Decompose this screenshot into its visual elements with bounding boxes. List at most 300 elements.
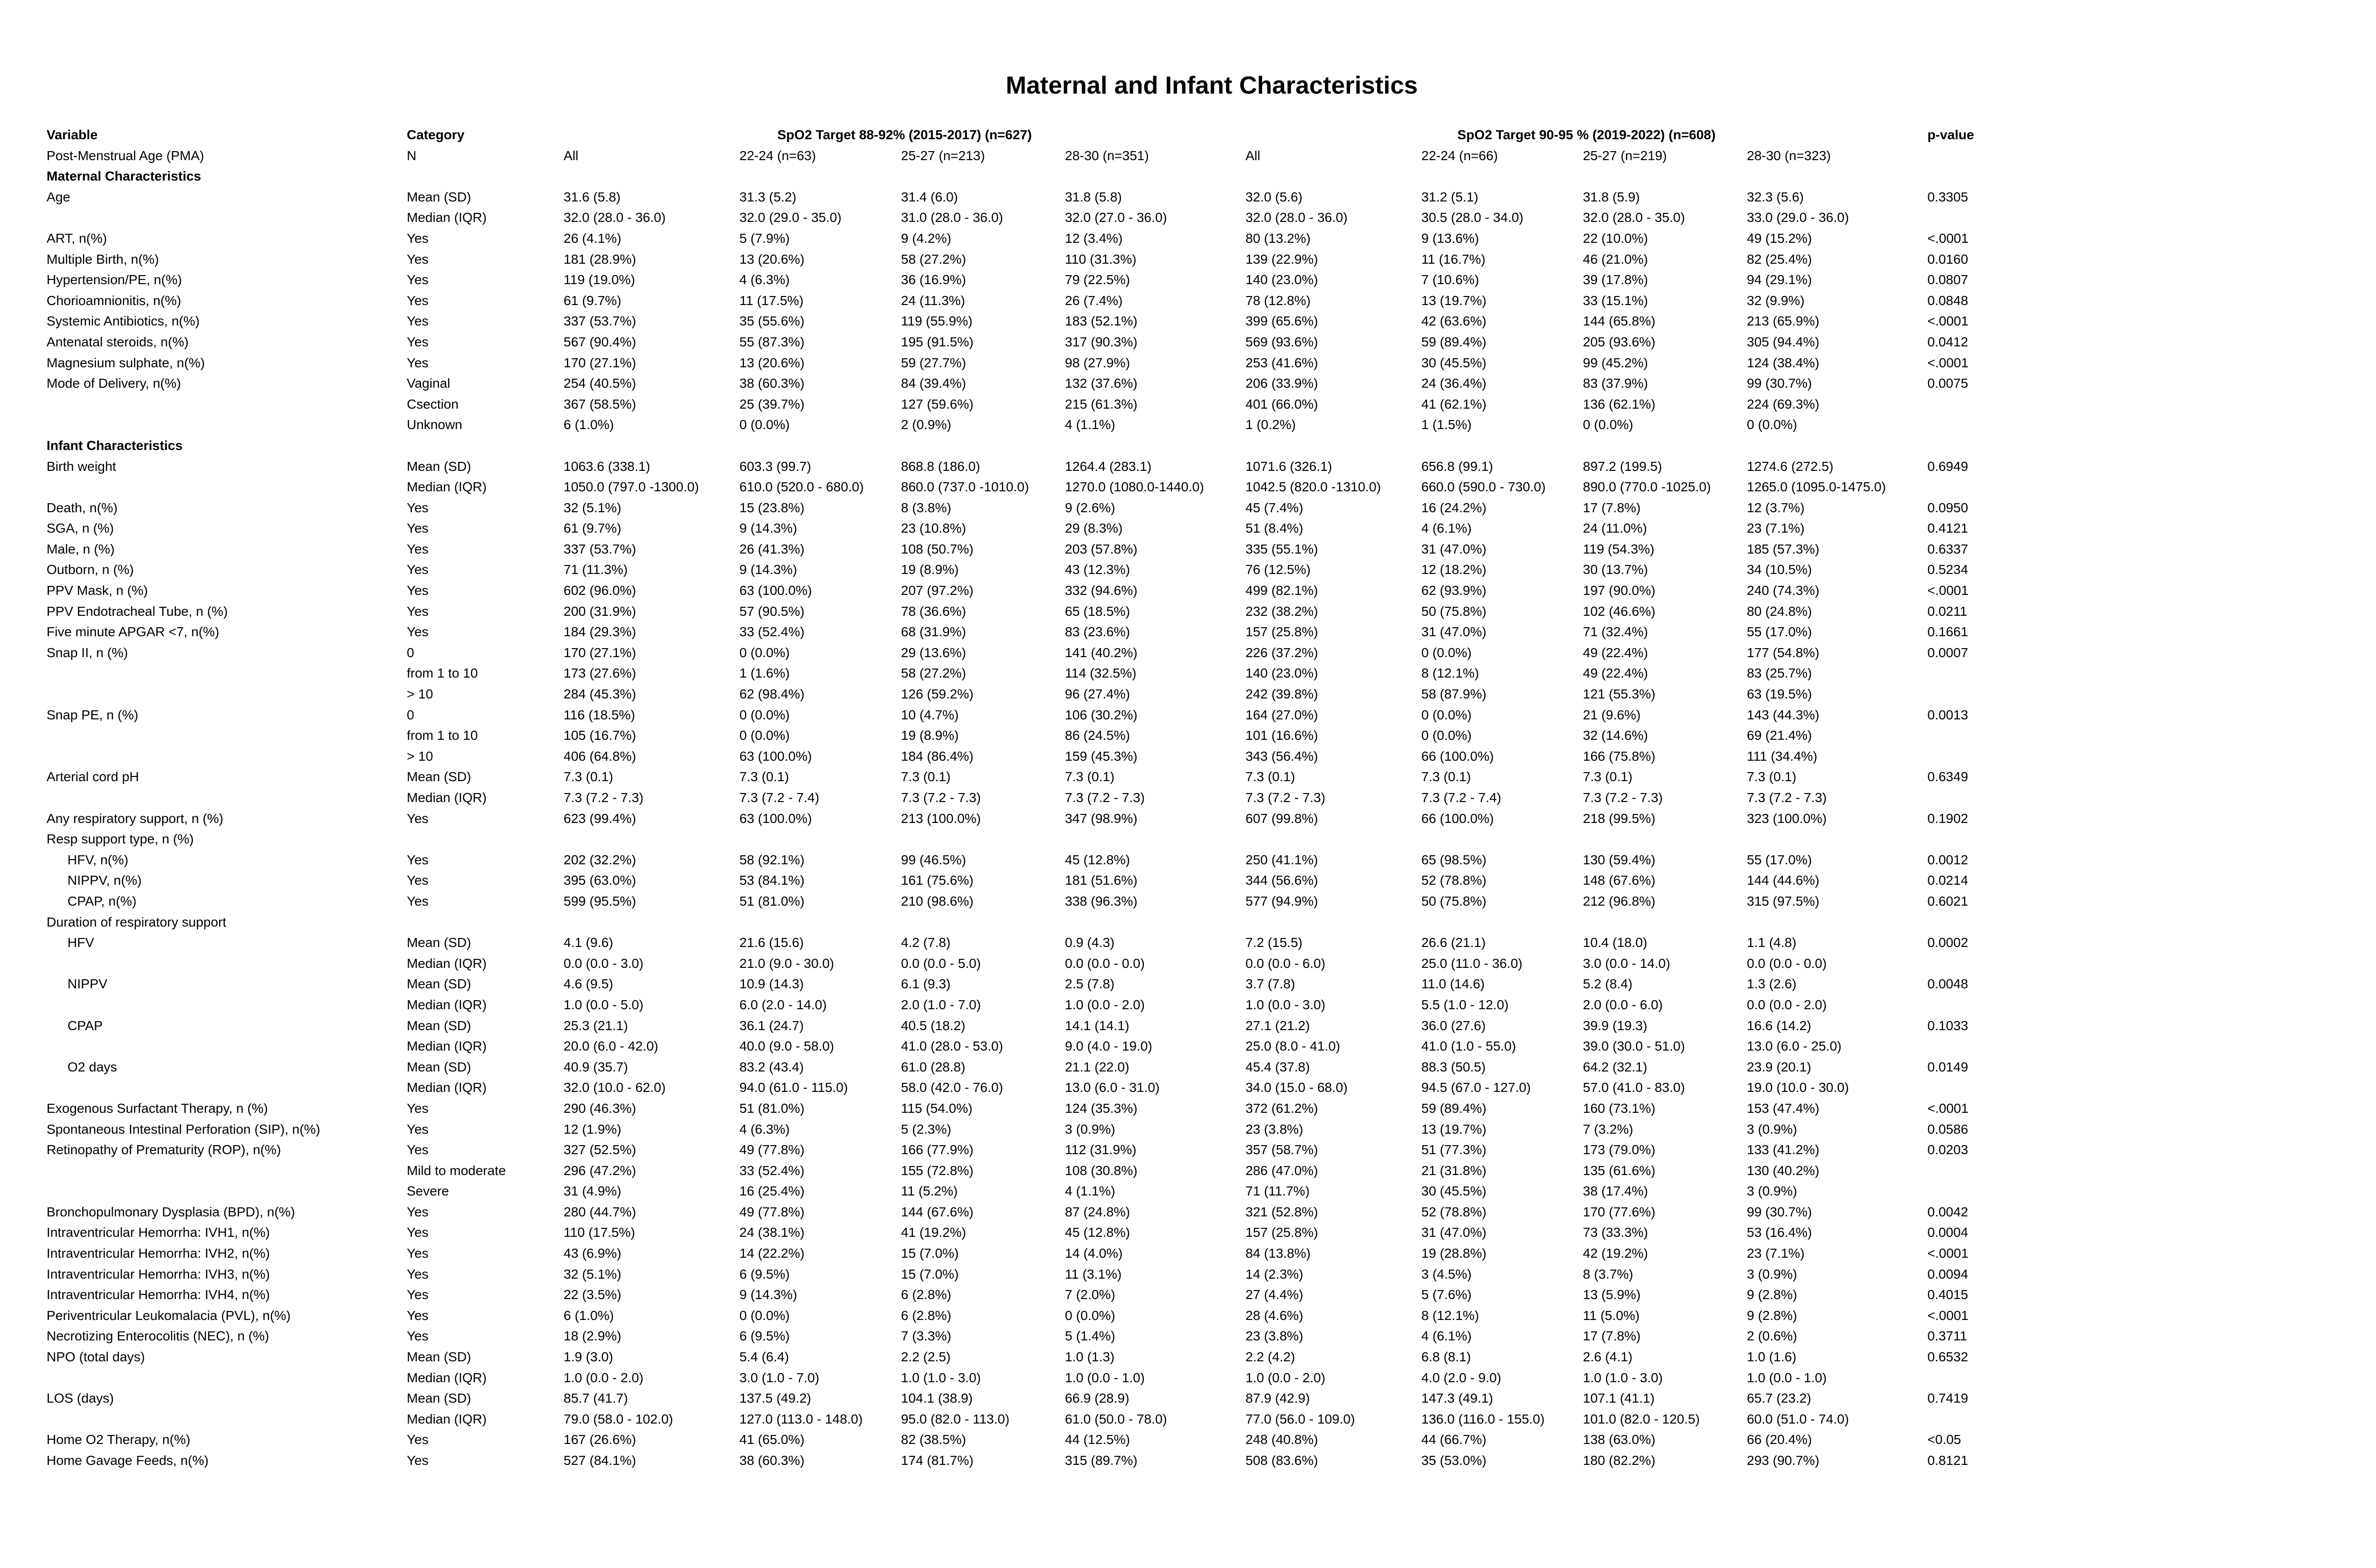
- value-cell: 1.0 (1.6): [1747, 1349, 1797, 1365]
- variable-cell: Snap II, n (%): [47, 645, 128, 660]
- value-cell: 660.0 (590.0 - 730.0): [1421, 479, 1546, 495]
- value-cell: 82 (38.5%): [901, 1432, 966, 1447]
- value-cell: 0 (0.0%): [739, 1308, 790, 1323]
- value-cell: 40.9 (35.7): [564, 1059, 628, 1074]
- pvalue-cell: 0.1661: [1927, 624, 1968, 640]
- table-row: [47, 666, 2003, 687]
- value-cell: 185 (57.3%): [1747, 541, 1820, 556]
- value-cell: 41 (65.0%): [739, 1432, 805, 1447]
- variable-cell: NIPPV, n(%): [67, 873, 142, 888]
- value-cell: 62 (98.4%): [739, 687, 805, 702]
- value-cell: 21 (31.8%): [1421, 1163, 1486, 1178]
- table-row: [47, 1101, 2003, 1122]
- value-cell: 577 (94.9%): [1245, 893, 1318, 908]
- value-cell: 13.0 (6.0 - 25.0): [1747, 1039, 1842, 1054]
- value-cell: 157 (25.8%): [1245, 1225, 1318, 1240]
- category-cell: from 1 to 10: [407, 728, 478, 743]
- value-cell: 9 (14.3%): [739, 521, 797, 536]
- value-cell: 0.0 (0.0 - 0.0): [1065, 956, 1145, 971]
- pvalue-cell: [1927, 1184, 2003, 1205]
- value-cell: 1.0 (0.0 - 1.0): [1747, 1370, 1827, 1385]
- value-cell: 170 (27.1%): [564, 355, 636, 370]
- pvalue-cell: 0.8121: [1927, 1453, 1968, 1468]
- variable-cell: [47, 687, 407, 708]
- pvalue-cell: 0.6949: [1927, 459, 1968, 474]
- value-cell: 7.3 (0.1): [1065, 769, 1115, 784]
- table-row: [47, 624, 2003, 645]
- value-cell: 84 (13.8%): [1245, 1246, 1311, 1261]
- variable-cell: Age: [47, 189, 70, 204]
- variable-cell: Necrotizing Enterocolitis (NEC), n (%): [47, 1329, 269, 1344]
- value-cell: 39.0 (30.0 - 51.0): [1583, 1039, 1685, 1054]
- characteristics-table: [47, 127, 2003, 1474]
- pvalue-cell: 0.0075: [1927, 376, 1968, 391]
- value-cell: 83 (25.7%): [1747, 666, 1812, 681]
- table-row: [47, 708, 2003, 728]
- category-cell: Mean (SD): [407, 769, 471, 784]
- value-cell: 3 (0.9%): [1747, 1184, 1797, 1199]
- value-cell: 106 (30.2%): [1065, 707, 1138, 722]
- value-cell: 32 (5.1%): [564, 500, 622, 515]
- category-cell: N: [407, 148, 417, 163]
- value-cell: 25.3 (21.1): [564, 1018, 628, 1033]
- value-cell: [1747, 169, 1927, 190]
- value-cell: [901, 832, 1065, 852]
- pvalue-cell: [1927, 1163, 2003, 1184]
- value-cell: 58 (27.2%): [901, 251, 966, 267]
- value-cell: 50 (75.8%): [1421, 603, 1486, 619]
- value-cell: 22 (10.0%): [1583, 230, 1648, 246]
- pvalue-cell: 0.0149: [1927, 1059, 1968, 1074]
- value-cell: 6 (1.0%): [564, 417, 614, 432]
- pvalue-cell: [1927, 728, 2003, 749]
- pvalue-cell: 0.0203: [1927, 1142, 1968, 1157]
- value-cell: 66 (100.0%): [1421, 811, 1494, 826]
- table-row: [47, 997, 2003, 1018]
- value-cell: 32.3 (5.6): [1747, 189, 1804, 204]
- value-cell: 32.0 (28.0 - 36.0): [1245, 210, 1348, 225]
- value-cell: 7.3 (7.2 - 7.3): [1583, 790, 1663, 805]
- variable-cell: [47, 728, 407, 749]
- category-cell: Yes: [407, 541, 429, 556]
- value-cell: [1245, 169, 1421, 190]
- value-cell: 1.0 (0.0 - 3.0): [1245, 997, 1326, 1012]
- category-cell: Yes: [407, 1287, 429, 1302]
- value-cell: 7.3 (7.2 - 7.4): [1421, 790, 1502, 805]
- value-cell: 401 (66.0%): [1245, 396, 1318, 411]
- table-row: [47, 790, 2003, 811]
- value-cell: 119 (55.9%): [901, 314, 973, 329]
- value-cell: 181 (51.6%): [1065, 873, 1138, 888]
- value-cell: 0 (0.0%): [739, 707, 790, 722]
- value-cell: 1 (1.5%): [1421, 417, 1472, 432]
- table-row: [47, 500, 2003, 521]
- value-cell: 0 (0.0%): [1747, 417, 1797, 432]
- value-cell: 372 (61.2%): [1245, 1100, 1318, 1116]
- table-row: [47, 1287, 2003, 1308]
- value-cell: 1071.6 (326.1): [1245, 459, 1332, 474]
- value-cell: 25.0 (8.0 - 41.0): [1245, 1039, 1341, 1054]
- value-cell: [1583, 832, 1747, 852]
- value-cell: 253 (41.6%): [1245, 355, 1318, 370]
- variable-cell: NPO (total days): [47, 1349, 145, 1365]
- value-cell: 1.1 (4.8): [1747, 935, 1797, 950]
- value-cell: 9 (13.6%): [1421, 230, 1479, 246]
- value-cell: 99 (45.2%): [1583, 355, 1648, 370]
- table-row: [47, 1225, 2003, 1246]
- value-cell: 58.0 (42.0 - 76.0): [901, 1080, 1003, 1095]
- pvalue-cell: 0.0002: [1927, 935, 1968, 950]
- category-cell: Yes: [407, 272, 429, 287]
- value-cell: 121 (55.3%): [1583, 687, 1656, 702]
- value-cell: 3 (4.5%): [1421, 1266, 1472, 1281]
- value-cell: [1421, 832, 1583, 852]
- value-cell: 7 (2.0%): [1065, 1287, 1115, 1302]
- value-cell: 23 (7.1%): [1747, 521, 1805, 536]
- value-cell: 32.0 (5.6): [1245, 189, 1303, 204]
- pvalue-cell: 0.0950: [1927, 500, 1968, 515]
- value-cell: 1.0 (0.0 - 1.0): [1065, 1370, 1145, 1385]
- value-cell: 58 (87.9%): [1421, 687, 1486, 702]
- value-cell: 12 (3.7%): [1747, 500, 1805, 515]
- pvalue-cell: [1927, 832, 2003, 852]
- value-cell: 15 (7.0%): [901, 1246, 959, 1261]
- value-cell: [1583, 169, 1747, 190]
- value-cell: 83 (23.6%): [1065, 624, 1130, 640]
- value-cell: 5 (2.3%): [901, 1121, 951, 1137]
- value-cell: 286 (47.0%): [1245, 1163, 1318, 1178]
- pvalue-cell: 0.0586: [1927, 1121, 1968, 1137]
- value-cell: 5 (1.4%): [1065, 1329, 1115, 1344]
- table-row: [47, 190, 2003, 210]
- value-cell: [739, 438, 901, 459]
- pvalue-cell: 0.6349: [1927, 769, 1968, 784]
- value-cell: 30 (45.5%): [1421, 355, 1486, 370]
- value-cell: 399 (65.6%): [1245, 314, 1318, 329]
- value-cell: 40.0 (9.0 - 58.0): [739, 1039, 834, 1054]
- value-cell: 9 (4.2%): [901, 230, 951, 246]
- category-cell: Median (IQR): [407, 1370, 487, 1385]
- value-cell: 51 (81.0%): [739, 1100, 805, 1116]
- value-cell: 78 (36.6%): [901, 603, 966, 619]
- variable-cell: [47, 1039, 407, 1060]
- value-cell: 19 (28.8%): [1421, 1246, 1486, 1261]
- value-cell: 28-30 (n=323): [1747, 148, 1831, 163]
- pvalue-cell: [1927, 438, 2003, 459]
- value-cell: 83 (37.9%): [1583, 376, 1648, 391]
- value-cell: 61.0 (28.8): [901, 1059, 966, 1074]
- value-cell: [1245, 832, 1421, 852]
- value-cell: 19 (8.9%): [901, 728, 959, 743]
- value-cell: 35 (53.0%): [1421, 1453, 1486, 1468]
- value-cell: 2.0 (0.0 - 6.0): [1583, 997, 1663, 1012]
- value-cell: 293 (90.7%): [1747, 1453, 1820, 1468]
- value-cell: 213 (100.0%): [901, 811, 981, 826]
- value-cell: 68 (31.9%): [901, 624, 966, 640]
- category-cell: Yes: [407, 251, 429, 267]
- value-cell: 21.1 (22.0): [1065, 1059, 1130, 1074]
- value-cell: 140 (23.0%): [1245, 666, 1318, 681]
- value-cell: 25 (39.7%): [739, 396, 805, 411]
- value-cell: 24 (11.0%): [1583, 521, 1647, 536]
- variable-cell: Retinopathy of Prematurity (ROP), n(%): [47, 1142, 281, 1157]
- value-cell: 27.1 (21.2): [1245, 1018, 1310, 1033]
- value-cell: 213 (65.9%): [1747, 314, 1820, 329]
- variable-cell: Systemic Antibiotics, n(%): [47, 314, 200, 329]
- value-cell: 296 (47.2%): [564, 1163, 636, 1178]
- value-cell: 7.2 (15.5): [1245, 935, 1303, 950]
- category-cell: Yes: [407, 624, 429, 640]
- value-cell: 143 (44.3%): [1747, 707, 1820, 722]
- value-cell: 99 (30.7%): [1747, 376, 1812, 391]
- value-cell: [1747, 438, 1927, 459]
- value-cell: 147.3 (49.1): [1421, 1391, 1493, 1406]
- value-cell: 11 (16.7%): [1421, 251, 1485, 267]
- value-cell: 250 (41.1%): [1245, 852, 1318, 867]
- value-cell: 46 (21.0%): [1583, 251, 1648, 267]
- value-cell: 31.0 (28.0 - 36.0): [901, 210, 1003, 225]
- variable-cell: Five minute APGAR <7, n(%): [47, 624, 220, 640]
- category-cell: Median (IQR): [407, 1080, 487, 1095]
- table-row: [47, 459, 2003, 480]
- value-cell: 98 (27.9%): [1065, 355, 1130, 370]
- category-cell: Mean (SD): [407, 459, 471, 474]
- pvalue-cell: 0.6337: [1927, 541, 1968, 556]
- value-cell: 50 (75.8%): [1421, 893, 1486, 908]
- value-cell: 2.5 (7.8): [1065, 976, 1115, 992]
- value-cell: [1421, 438, 1583, 459]
- value-cell: 124 (35.3%): [1065, 1100, 1138, 1116]
- table-row: [47, 873, 2003, 894]
- value-cell: 34 (10.5%): [1747, 562, 1812, 577]
- value-cell: 64.2 (32.1): [1583, 1059, 1648, 1074]
- value-cell: [1747, 915, 1927, 936]
- value-cell: 7.3 (0.1): [739, 769, 789, 784]
- value-cell: [1583, 438, 1747, 459]
- pvalue-cell: 0.3711: [1927, 1329, 1967, 1344]
- value-cell: 153 (47.4%): [1747, 1100, 1820, 1116]
- pvalue-cell: [1927, 169, 2003, 190]
- table-row: [47, 1308, 2003, 1329]
- category-cell: Yes: [407, 852, 429, 867]
- value-cell: 62 (93.9%): [1421, 583, 1486, 598]
- value-cell: 1.0 (0.0 - 2.0): [564, 1370, 644, 1385]
- value-cell: 173 (79.0%): [1583, 1142, 1656, 1157]
- value-cell: 197 (90.0%): [1583, 583, 1656, 598]
- value-cell: 23 (10.8%): [901, 521, 966, 536]
- category-cell: Mild to moderate: [407, 1163, 506, 1178]
- category-cell: Yes: [407, 314, 429, 329]
- variable-cell: LOS (days): [47, 1391, 114, 1406]
- pvalue-cell: 0.0007: [1927, 645, 1968, 660]
- pvalue-cell: 0.0160: [1927, 251, 1968, 267]
- value-cell: [1421, 169, 1583, 190]
- table-row: [47, 397, 2003, 418]
- pvalue-cell: 0.4121: [1927, 521, 1968, 536]
- value-cell: 88.3 (50.5): [1421, 1059, 1486, 1074]
- value-cell: 0 (0.0%): [1421, 707, 1472, 722]
- value-cell: 32 (5.1%): [564, 1266, 622, 1281]
- value-cell: 28-30 (n=351): [1065, 148, 1149, 163]
- value-cell: 51 (8.4%): [1245, 521, 1303, 536]
- value-cell: 22 (3.5%): [564, 1287, 622, 1302]
- pvalue-cell: [1927, 915, 2003, 936]
- table-row: [47, 169, 2003, 190]
- value-cell: 327 (52.5%): [564, 1142, 636, 1157]
- value-cell: 22-24 (n=66): [1421, 148, 1498, 163]
- pvalue-cell: <.0001: [1927, 1100, 1969, 1116]
- value-cell: 31.6 (5.8): [564, 189, 621, 204]
- value-cell: [739, 915, 901, 936]
- category-cell: Yes: [407, 811, 429, 826]
- value-cell: 99 (30.7%): [1747, 1204, 1812, 1219]
- value-cell: 26 (7.4%): [1065, 293, 1123, 308]
- value-cell: [564, 832, 739, 852]
- variable-cell: [47, 210, 407, 231]
- table-row: [47, 1142, 2003, 1163]
- pvalue-cell: 0.4015: [1927, 1287, 1968, 1302]
- variable-cell: NIPPV: [67, 976, 108, 992]
- table-row: [47, 976, 2003, 997]
- pvalue-cell: 0.0807: [1927, 272, 1968, 287]
- pvalue-cell: 0.6532: [1927, 1349, 1968, 1365]
- value-cell: 1 (0.2%): [1245, 417, 1296, 432]
- table-row: [47, 314, 2003, 335]
- variable-cell: Hypertension/PE, n(%): [47, 272, 182, 287]
- value-cell: 110 (17.5%): [564, 1225, 635, 1240]
- value-cell: 63 (100.0%): [739, 811, 812, 826]
- value-cell: 60.0 (51.0 - 74.0): [1747, 1411, 1849, 1426]
- pvalue-cell: 0.0013: [1927, 707, 1968, 722]
- value-cell: 357 (58.7%): [1245, 1142, 1318, 1157]
- table-row: [47, 1060, 2003, 1080]
- header-variable: Variable: [47, 127, 98, 142]
- value-cell: 39.9 (19.3): [1583, 1018, 1648, 1033]
- table-row: [47, 252, 2003, 273]
- category-cell: Yes: [407, 1266, 429, 1281]
- value-cell: 173 (27.6%): [564, 666, 636, 681]
- value-cell: 602 (96.0%): [564, 583, 636, 598]
- value-cell: [1065, 438, 1245, 459]
- value-cell: 108 (30.8%): [1065, 1163, 1138, 1178]
- table-row: [47, 769, 2003, 790]
- value-cell: 242 (39.8%): [1245, 687, 1318, 702]
- variable-cell: Death, n(%): [47, 500, 118, 515]
- value-cell: [901, 169, 1065, 190]
- variable-cell: [47, 666, 407, 687]
- value-cell: 290 (46.3%): [564, 1100, 636, 1116]
- value-cell: 126 (59.2%): [901, 687, 974, 702]
- variable-cell: PPV Endotracheal Tube, n (%): [47, 603, 228, 619]
- value-cell: 45 (12.8%): [1065, 1225, 1130, 1240]
- value-cell: 159 (45.3%): [1065, 748, 1138, 764]
- table-row: [47, 148, 2003, 169]
- category-cell: Yes: [407, 873, 429, 888]
- value-cell: 323 (100.0%): [1747, 811, 1827, 826]
- value-cell: 0.9 (4.3): [1065, 935, 1115, 950]
- value-cell: 3 (0.9%): [1747, 1266, 1797, 1281]
- value-cell: 9 (2.6%): [1065, 500, 1115, 515]
- value-cell: 55 (87.3%): [739, 334, 805, 349]
- variable-cell: [47, 1412, 407, 1433]
- category-cell: Yes: [407, 230, 429, 246]
- category-cell: [407, 915, 564, 936]
- value-cell: 14 (4.0%): [1065, 1246, 1123, 1261]
- value-cell: 71 (32.4%): [1583, 624, 1648, 640]
- value-cell: 305 (94.4%): [1747, 334, 1820, 349]
- value-cell: 44 (66.7%): [1421, 1432, 1486, 1447]
- pvalue-cell: [1927, 148, 2003, 169]
- value-cell: 567 (90.4%): [564, 334, 636, 349]
- value-cell: 603.3 (99.7): [739, 459, 811, 474]
- pvalue-cell: <.0001: [1927, 1246, 1969, 1261]
- category-cell: 0: [407, 645, 414, 660]
- value-cell: 43 (12.3%): [1065, 562, 1130, 577]
- value-cell: 24 (36.4%): [1421, 376, 1486, 391]
- value-cell: 1 (1.6%): [739, 666, 790, 681]
- value-cell: 51 (77.3%): [1421, 1142, 1486, 1157]
- value-cell: 868.8 (186.0): [901, 459, 980, 474]
- value-cell: 1042.5 (820.0 -1310.0): [1245, 479, 1381, 495]
- value-cell: 0 (0.0%): [1421, 645, 1472, 660]
- value-cell: 31.8 (5.9): [1583, 189, 1640, 204]
- table-row: [47, 438, 2003, 459]
- value-cell: 232 (38.2%): [1245, 603, 1318, 619]
- pvalue-cell: [1927, 666, 2003, 687]
- value-cell: 58 (92.1%): [739, 852, 805, 867]
- value-cell: 24 (11.3%): [901, 293, 965, 308]
- value-cell: 33 (52.4%): [739, 624, 805, 640]
- table-row: [47, 894, 2003, 915]
- value-cell: 1063.6 (338.1): [564, 459, 651, 474]
- category-cell: Median (IQR): [407, 479, 487, 495]
- variable-cell: Post-Menstrual Age (PMA): [47, 148, 204, 163]
- variable-cell: Intraventricular Hemorrha: IVH1, n(%): [47, 1225, 270, 1240]
- value-cell: 96 (27.4%): [1065, 687, 1130, 702]
- pvalue-cell: [1927, 790, 2003, 811]
- variable-cell: [47, 790, 407, 811]
- value-cell: 7.3 (0.1): [901, 769, 951, 784]
- value-cell: 569 (93.6%): [1245, 334, 1318, 349]
- table-row: [47, 1370, 2003, 1391]
- value-cell: 890.0 (770.0 -1025.0): [1583, 479, 1711, 495]
- pvalue-cell: [1927, 479, 2003, 500]
- value-cell: 135 (61.6%): [1583, 1163, 1656, 1178]
- pvalue-cell: [1927, 749, 2003, 770]
- pvalue-cell: <.0001: [1927, 355, 1969, 370]
- variable-cell: Magnesium sulphate, n(%): [47, 355, 205, 370]
- value-cell: 166 (77.9%): [901, 1142, 974, 1157]
- value-cell: 7 (3.2%): [1583, 1121, 1633, 1137]
- value-cell: 4.1 (9.6): [564, 935, 613, 950]
- value-cell: 53 (16.4%): [1747, 1225, 1812, 1240]
- value-cell: 315 (97.5%): [1747, 893, 1820, 908]
- table-row: [47, 335, 2003, 355]
- value-cell: 203 (57.8%): [1065, 541, 1138, 556]
- value-cell: 4 (1.1%): [1065, 417, 1115, 432]
- value-cell: 29 (13.6%): [901, 645, 966, 660]
- value-cell: 0.0 (0.0 - 2.0): [1747, 997, 1827, 1012]
- value-cell: 170 (77.6%): [1583, 1204, 1656, 1219]
- table-row: [47, 915, 2003, 936]
- pvalue-cell: [1927, 956, 2003, 977]
- table-row: [47, 355, 2003, 376]
- pvalue-cell: 0.6021: [1927, 893, 1968, 908]
- category-cell: Yes: [407, 603, 429, 619]
- value-cell: 32 (9.9%): [1747, 293, 1805, 308]
- value-cell: 69 (21.4%): [1747, 728, 1812, 743]
- table-row: [47, 210, 2003, 231]
